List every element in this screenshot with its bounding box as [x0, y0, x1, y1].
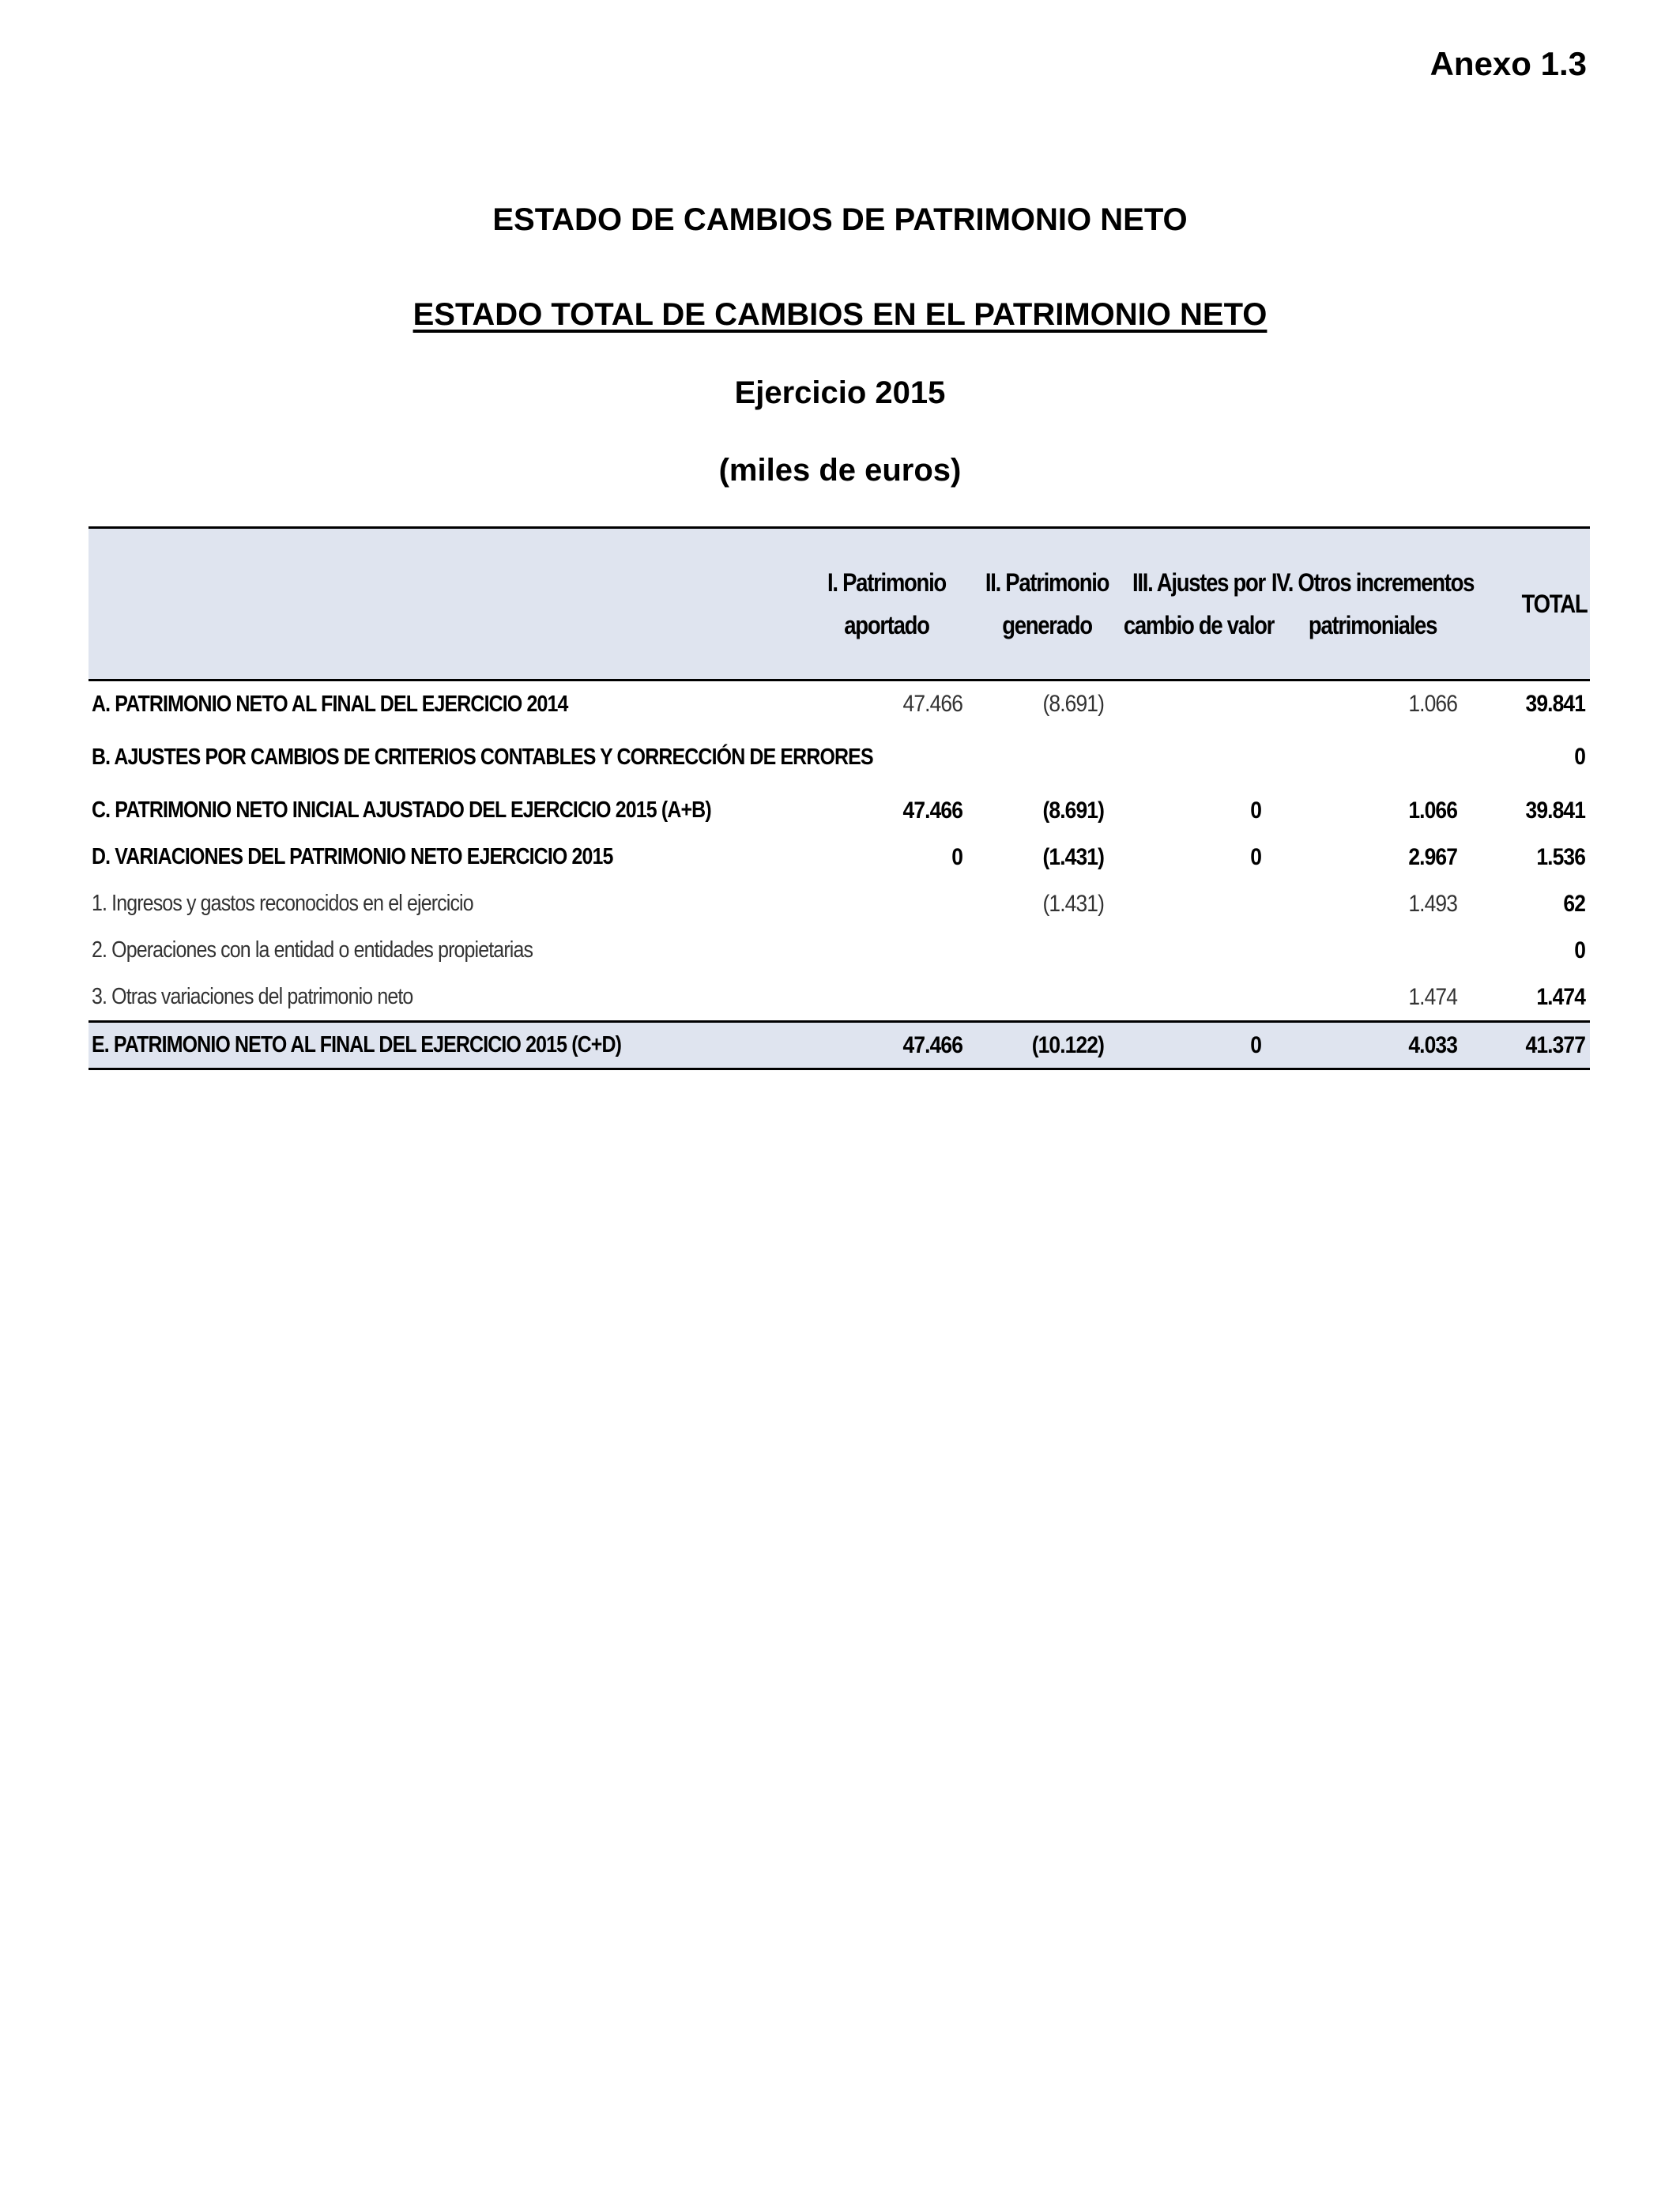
table-row-d3	[89, 974, 1590, 1020]
column-header-line: patrimoniales	[1308, 611, 1437, 639]
cell-patrimonio-generado: (8.691)	[1042, 691, 1104, 717]
cell-total: 0	[1574, 744, 1585, 770]
cell-otros-incrementos: 1.493	[1408, 890, 1457, 917]
column-header-line: II. Patrimonio	[985, 568, 1109, 597]
column-header-otros-incrementos	[1257, 529, 1488, 679]
cell-ajustes-cambio-valor	[1122, 727, 1261, 787]
column-header-total	[1504, 529, 1606, 679]
cell-patrimonio-aportado	[823, 974, 962, 1020]
cell-patrimonio-aportado	[823, 927, 962, 974]
cell-total: 41.377	[1525, 1031, 1585, 1058]
cell-patrimonio-generado: (10.122)	[1031, 1031, 1104, 1058]
column-header-line: III. Ajustes por	[1132, 568, 1265, 597]
cell-ajustes-cambio-valor	[1122, 681, 1261, 727]
cell-total: 39.841	[1525, 691, 1585, 717]
column-header-line: cambio de valor	[1123, 611, 1275, 639]
cell-patrimonio-aportado	[823, 880, 962, 927]
cell-patrimonio-aportado: 47.466	[902, 691, 962, 717]
cell-patrimonio-generado	[965, 974, 1104, 1020]
cell-ajustes-cambio-valor: 0	[1250, 843, 1261, 870]
table-row-d1	[89, 880, 1590, 927]
cell-patrimonio-generado: (1.431)	[1042, 843, 1104, 870]
column-header-line: generado	[1002, 611, 1092, 639]
column-header-line: I. Patrimonio	[827, 568, 946, 597]
table-row-a	[89, 681, 1590, 727]
row-label: 1. Ingresos y gastos reconocidos en el ejercicio	[92, 891, 473, 916]
annex-label: Anexo 1.3	[1430, 45, 1587, 82]
cell-patrimonio-aportado	[823, 727, 962, 787]
cell-patrimonio-generado: (1.431)	[1042, 890, 1104, 917]
cell-patrimonio-aportado: 0	[951, 843, 962, 870]
cell-otros-incrementos: 2.967	[1408, 843, 1457, 870]
cell-ajustes-cambio-valor: 0	[1250, 797, 1261, 824]
cell-patrimonio-generado	[965, 927, 1104, 974]
column-header-patrimonio-generado	[969, 529, 1125, 679]
row-label: 3. Otras variaciones del patrimonio neto	[92, 984, 413, 1009]
equity-changes-table	[89, 526, 1590, 1070]
cell-otros-incrementos: 4.033	[1408, 1031, 1457, 1058]
table-row-d2	[89, 927, 1590, 974]
row-label: E. PATRIMONIO NETO AL FINAL DEL EJERCICIO 2015 (C+D)	[92, 1032, 622, 1057]
table-row-c	[89, 787, 1590, 834]
units-label: (miles de euros)	[718, 453, 962, 488]
cell-otros-incrementos: 1.066	[1408, 797, 1457, 824]
cell-total: 0	[1574, 937, 1585, 963]
table-header	[89, 529, 1590, 681]
cell-total: 1.474	[1536, 983, 1585, 1010]
cell-total: 62	[1563, 890, 1585, 917]
cell-total: 39.841	[1525, 797, 1585, 824]
cell-patrimonio-aportado: 47.466	[902, 1031, 962, 1058]
column-header-patrimonio-aportado	[808, 529, 965, 679]
cell-ajustes-cambio-valor: 0	[1250, 1031, 1261, 1058]
cell-otros-incrementos: 1.474	[1408, 983, 1457, 1010]
row-label: B. AJUSTES POR CAMBIOS DE CRITERIOS CONTABLES Y CORRECCIÓN DE ERRORES	[92, 744, 873, 770]
cell-patrimonio-generado: (8.691)	[1042, 797, 1104, 824]
cell-patrimonio-generado	[965, 727, 1104, 787]
cell-ajustes-cambio-valor	[1122, 974, 1261, 1020]
statement-subtitle: ESTADO TOTAL DE CAMBIOS EN EL PATRIMONIO NETO	[412, 297, 1268, 332]
cell-ajustes-cambio-valor	[1122, 880, 1261, 927]
cell-patrimonio-aportado: 47.466	[902, 797, 962, 824]
row-label: D. VARIACIONES DEL PATRIMONIO NETO EJERCICIO 2015	[92, 844, 613, 869]
row-label: A. PATRIMONIO NETO AL FINAL DEL EJERCICIO 2014	[92, 691, 568, 717]
row-label: C. PATRIMONIO NETO INICIAL AJUSTADO DEL EJERCICIO 2015 (A+B)	[92, 797, 711, 823]
fiscal-period: Ejercicio 2015	[734, 375, 946, 410]
cell-ajustes-cambio-valor	[1122, 927, 1261, 974]
cell-otros-incrementos	[1318, 927, 1457, 974]
table-row-e-total	[89, 1020, 1590, 1070]
column-header-line: TOTAL	[1521, 590, 1588, 618]
cell-otros-incrementos: 1.066	[1408, 691, 1457, 717]
cell-otros-incrementos	[1318, 727, 1457, 787]
cell-total: 1.536	[1536, 843, 1585, 870]
table-row-d	[89, 834, 1590, 880]
column-header-line: IV. Otros incrementos	[1271, 568, 1475, 597]
table-row-b	[89, 727, 1590, 787]
column-header-line: aportado	[844, 611, 929, 639]
document-title: ESTADO DE CAMBIOS DE PATRIMONIO NETO	[492, 202, 1188, 237]
row-label: 2. Operaciones con la entidad o entidades propietarias	[92, 937, 533, 963]
